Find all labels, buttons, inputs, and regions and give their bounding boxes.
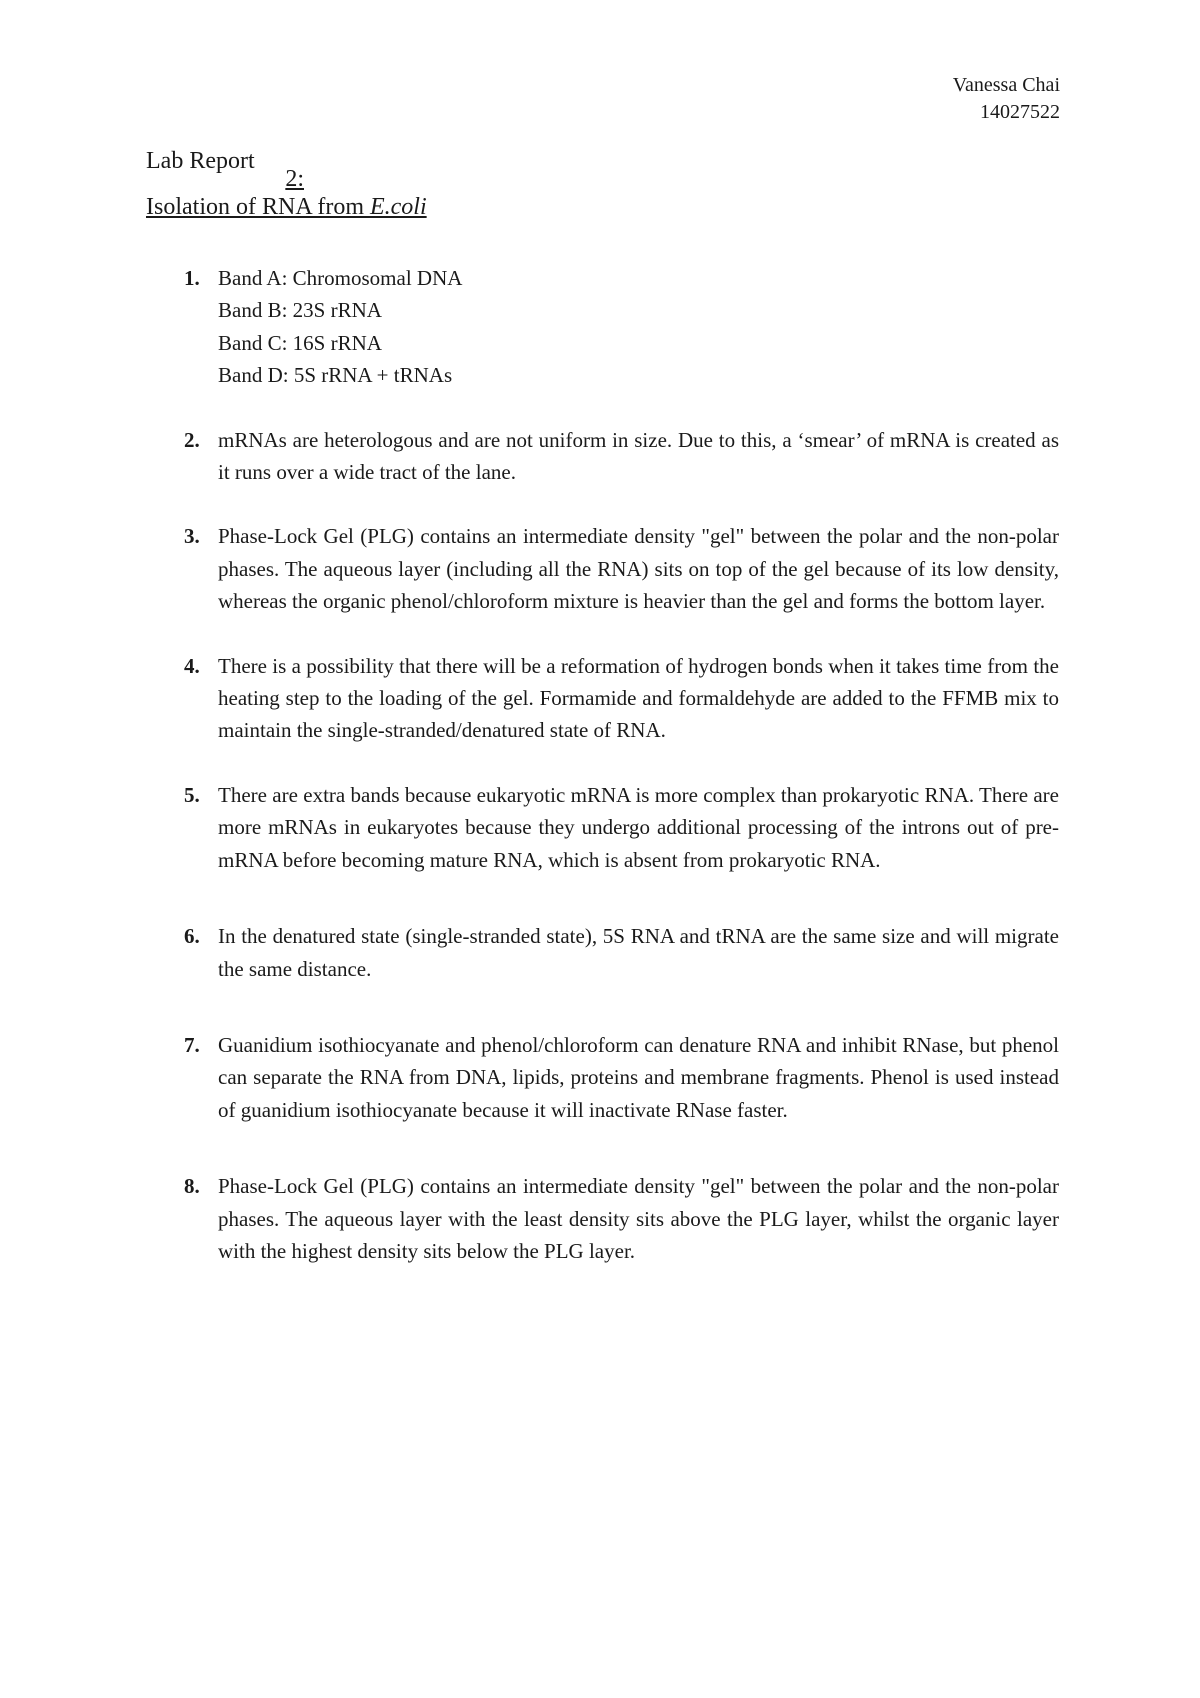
answer-number: 3.	[184, 524, 200, 549]
answer-item	[184, 779, 1059, 876]
answer-item	[184, 650, 1059, 747]
answer-number: 4.	[184, 653, 200, 678]
answer-number: 5.	[184, 782, 200, 807]
answer-text: There is a possibility that there will be a reformation of hydrogen bonds when it takes time from the heating step to the loading of the gel. Formamide and formaldehyde are added to the FFMB mix to maintain the single-stranded/denatured state of RNA.	[218, 653, 1059, 743]
answer-text: Guanidium isothiocyanate and phenol/chloroform can denature RNA and inhibit RNase, but phenol can separate the RNA from DNA, lipids, proteins and membrane fragments. Phenol is used instead of guanidium isothiocyanate because it will inactivate RNase faster.	[218, 1032, 1059, 1122]
author-name: Vanessa Chai	[952, 74, 1060, 96]
student-id: 14027522	[980, 101, 1060, 123]
report-title	[146, 148, 427, 221]
answer-item	[184, 424, 1059, 489]
answer-number: 8.	[184, 1174, 200, 1199]
answer-item	[184, 1170, 1059, 1267]
answer-item	[184, 520, 1059, 617]
answer-text: Phase-Lock Gel (PLG) contains an intermediate density "gel" between the polar and the non-polar phases. The aqueous layer (including all the RNA) sits on top of the gel because of its low density, whereas the organic phenol/chloroform mixture is heavier than the gel and forms the bottom layer.	[218, 524, 1059, 614]
author-block	[953, 72, 1060, 126]
title-line-2	[146, 194, 427, 221]
title-organism: E.coli	[369, 194, 427, 220]
answer-list	[184, 262, 1059, 1267]
answer-item	[184, 1029, 1059, 1126]
title-line-1	[146, 148, 427, 194]
answer-number: 6.	[184, 924, 200, 949]
answer-text: Phase-Lock Gel (PLG) contains an intermediate density "gel" between the polar and the non-polar phases. The aqueous layer with the least density sits above the PLG layer, whilst the organic layer with the highest density sits below the PLG layer.	[218, 1174, 1059, 1263]
answer-text: mRNAs are heterologous and are not uniform in size. Due to this, a ‘smear’ of mRNA is created as it runs over a wide tract of the lane.	[218, 427, 1059, 485]
answer-number: 7.	[184, 1032, 200, 1057]
answer-number: 1.	[184, 266, 200, 290]
band-c: Band C: 16S rRNA	[218, 330, 382, 355]
band-b: Band B: 23S rRNA	[218, 298, 382, 323]
answer-text: In the denatured state (single-stranded state), 5S RNA and tRNA are the same size and will migrate the same distance.	[218, 924, 1059, 981]
title-lab-report: Lab Report	[146, 148, 255, 174]
answer-item	[184, 920, 1059, 985]
answer-text: There are extra bands because eukaryotic mRNA is more complex than prokaryotic RNA. There are more mRNAs in eukaryotes because they undergo additional processing of the introns out of pre-mRNA before becoming mature RNA, which is absent from prokaryotic RNA.	[218, 782, 1059, 872]
band-a: Band A: Chromosomal DNA	[218, 266, 463, 290]
band-d: Band D: 5S rRNA + tRNAs	[218, 363, 453, 388]
answer-number: 2.	[184, 427, 200, 452]
title-report-number: 2:	[285, 166, 304, 192]
title-subject: Isolation of RNA from	[146, 194, 370, 220]
answer-item	[184, 262, 1059, 392]
